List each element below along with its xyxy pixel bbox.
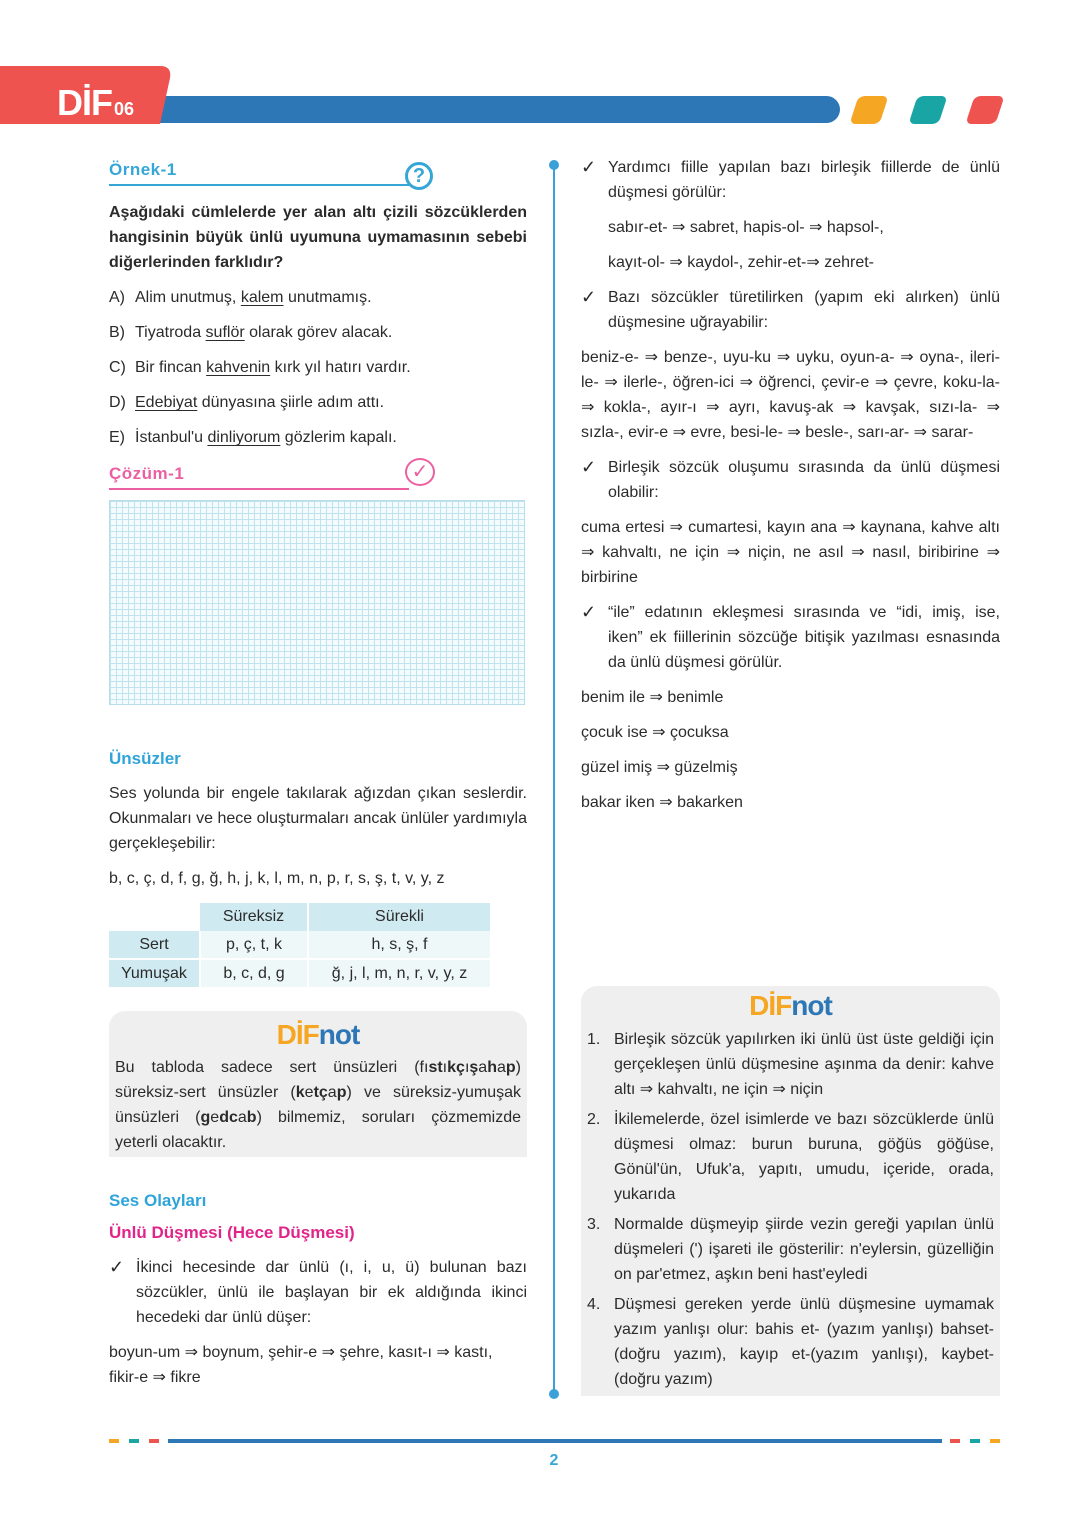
rule-1-examples: boyun-um ⇒ boynum, şehir-e ⇒ şehre, kasıt-ı ⇒ kastı, fikir-e ⇒ fikre [109, 1344, 493, 1386]
list-item: 2. İkilemelerde, özel isimlerde ve bazı sözcüklerde ünlü düşmesi olmaz: burun buruna, göğüs göğüse, Gönül'ün, Ufuk'a, yapıtı, umudu, içeride, orada, yukarıda [587, 1111, 994, 1203]
table-cell: b, c, d, g [200, 959, 308, 987]
difnot-logo: DİFnot [749, 990, 832, 1021]
header-bar [120, 96, 840, 123]
mnemonic-word: fıstıkçışahap [419, 1059, 516, 1076]
deco-teal [908, 96, 947, 124]
rule-5: ✓ “ile” edatının ekleşmesi sırasında ve “idi, imiş, ise, iken” ek fiillerinin sözcüğe bitişik yazılması esnasında da ünlü düşmesi görülür. [581, 602, 1000, 671]
table-cell: p, ç, t, k [200, 931, 308, 959]
consonants-heading: Ünsüzler [109, 749, 181, 768]
question-text: Aşağıdaki cümlelerde yer alan altı çizili sözcüklerden hangisinin büyük ünlü uyumuna uymamasının sebebi diğerlerinden farklıdır? [109, 204, 527, 271]
solution-grid[interactable] [109, 500, 525, 705]
option-b[interactable]: B) Tiyatroda suflör olarak görev alacak. [109, 324, 393, 341]
solution-header [109, 461, 527, 490]
list-item: 3. Normalde düşmeyip şiirde vezin gereği yapılan ünlü düşmeleri (') işareti ile gösterilir: n'eylersin, güzelliğin on par'etmez, aşkın beni hast'eyledi [587, 1216, 994, 1283]
difnot-text: Bu tabloda sadece sert ünsüzleri (fıstıkçışahap) süreksiz-sert ünsüzler (ketçap) ve süreksiz-yumuşak ünsüzleri (gedcab) bilmemiz, soruları çözmemizde yeterli olacaktır. [115, 1059, 521, 1151]
option-e[interactable]: E) İstanbul'u dinliyorum gözlerim kapalı. [109, 429, 397, 446]
page-number: 2 [549, 1452, 559, 1469]
rule-4-examples: cuma ertesi ⇒ cumartesi, kayın ana ⇒ kaynana, kahve altı ⇒ kahvaltı, ne için ⇒ niçin, ne asıl ⇒ nasıl, biribirine ⇒ birbirine [581, 519, 1000, 586]
table-col-surekli: Sürekli [308, 903, 490, 931]
check-icon: ✓ [581, 457, 597, 477]
table-row-label: Sert [109, 931, 200, 959]
solution-title: Çözüm-1 [109, 464, 185, 483]
rule-2-example-b: kayıt-ol- ⇒ kaydol-, zehir-et-⇒ zehret- [608, 254, 874, 271]
check-icon: ✓ [109, 1257, 125, 1277]
rule-5-example: çocuk ise ⇒ çocuksa [581, 724, 729, 741]
deco-orange [849, 96, 888, 124]
example-header [109, 160, 527, 186]
footer-dash [129, 1439, 139, 1443]
option-c[interactable]: C) Bir fincan kahvenin kırk yıl hatırı vardır. [109, 359, 411, 376]
check-icon: ✓ [581, 287, 597, 307]
column-divider [553, 165, 555, 1393]
footer-dash [990, 1439, 1000, 1443]
footer-dash [950, 1439, 960, 1443]
divider-dot-bottom [549, 1389, 559, 1399]
question-circle-icon: ? [405, 162, 433, 190]
difnot-logo: DİFnot [276, 1019, 360, 1050]
vowel-drop-heading: Ünlü Düşmesi (Hece Düşmesi) [109, 1223, 355, 1242]
table-cell: h, s, ş, f [308, 931, 490, 959]
sound-events-heading: Ses Olayları [109, 1191, 207, 1210]
check-icon: ✓ [581, 602, 597, 622]
example-title: Örnek-1 [109, 160, 177, 179]
rule-1: ✓ İkinci hecesinde dar ünlü (ı, i, u, ü) bulunan bazı sözcükler, ünlü ile başlayan bir ek aldığında ikinci hecedeki dar ünlü düşer: [109, 1257, 527, 1326]
list-item: 4. Düşmesi gereken yerde ünlü düşmesine uymamak yazım yanlışı olur: bahis et- (yazım yanlışı) bahset-(doğru yazım), kayıp et-(yazım yanlışı), kaybet-(doğru yazım) [587, 1296, 994, 1388]
difnot-box-1 [109, 1011, 527, 1157]
check-icon: ✓ [581, 157, 597, 177]
rule-3-examples: beniz-e- ⇒ benze-, uyu-ku ⇒ uyku, oyun-a- ⇒ oyna-, ileri-le- ⇒ ilerle-, öğren-ici ⇒ öğrenci, çevir-e ⇒ çevre, koku-la- ⇒ kokla-, ayır-ı ⇒ ayrı, kavuş-ak ⇒ kavşak, sızı-la- ⇒ sızla-, evir-e ⇒ evre, besi-le- ⇒ besle-, sarı-ar- ⇒ sarar- [581, 349, 1000, 441]
rule-4: ✓ Birleşik sözcük oluşumu sırasında da ünlü düşmesi olabilir: [581, 457, 1000, 501]
options-list [109, 285, 527, 450]
divider-dot-top [549, 160, 559, 170]
difnot-box-2 [581, 986, 1000, 1396]
deco-red [965, 96, 1004, 124]
table-row-label: Yumuşak [109, 959, 200, 987]
consonants-body: Ses yolunda bir engele takılarak ağızdan çıkan seslerdir. Okunmaları ve hece oluşturmaları ancak ünlüler yardımıyla gerçekleşebilir: [109, 785, 527, 852]
rule-5-example: bakar iken ⇒ bakarken [581, 794, 743, 811]
right-column [581, 155, 1000, 1388]
table-cell: ğ, j, l, m, n, r, v, y, z [308, 959, 490, 987]
mnemonic-word: ketçap [295, 1084, 347, 1101]
footer-dash [149, 1439, 159, 1443]
mnemonic-word: gedcab [200, 1109, 257, 1126]
rule-5-example: güzel imiş ⇒ güzelmiş [581, 759, 738, 776]
difnot-list [587, 1027, 994, 1392]
rule-2: ✓ Yardımcı fiille yapılan bazı birleşik fiillerde de ünlü düşmesi görülür: [581, 157, 1000, 201]
header-logo: DİF 06 [57, 82, 135, 123]
footer-dash [970, 1439, 980, 1443]
rule-2-example-a: sabır-et- ⇒ sabret, hapis-ol- ⇒ hapsol-, [608, 219, 884, 236]
consonant-table [109, 903, 490, 987]
consonants-letters: b, c, ç, d, f, g, ğ, h, j, k, l, m, n, p, r, s, ş, t, v, y, z [109, 870, 445, 887]
table-col-sureksiz: Süreksiz [200, 903, 308, 931]
footer-dash [109, 1439, 119, 1443]
check-circle-icon: ✓ [405, 458, 435, 486]
rule-5-example: benim ile ⇒ benimle [581, 689, 724, 706]
footer-line [168, 1439, 942, 1443]
left-column [109, 160, 527, 1390]
option-a[interactable]: A) Alim unutmuş, kalem unutmamış. [109, 289, 372, 306]
rule-3: ✓ Bazı sözcükler türetilirken (yapım eki alırken) ünlü düşmesine uğrayabilir: [581, 287, 1000, 331]
option-d[interactable]: D) Edebiyat dünyasına şiirle adım attı. [109, 394, 385, 411]
list-item: 1. Birleşik sözcük yapılırken iki ünlü üst üste geldiği için gerçekleşen ünlü düşmesine aşınma da denir: kahve altı ⇒ kahvaltı, ne için ⇒ niçin [587, 1031, 994, 1098]
